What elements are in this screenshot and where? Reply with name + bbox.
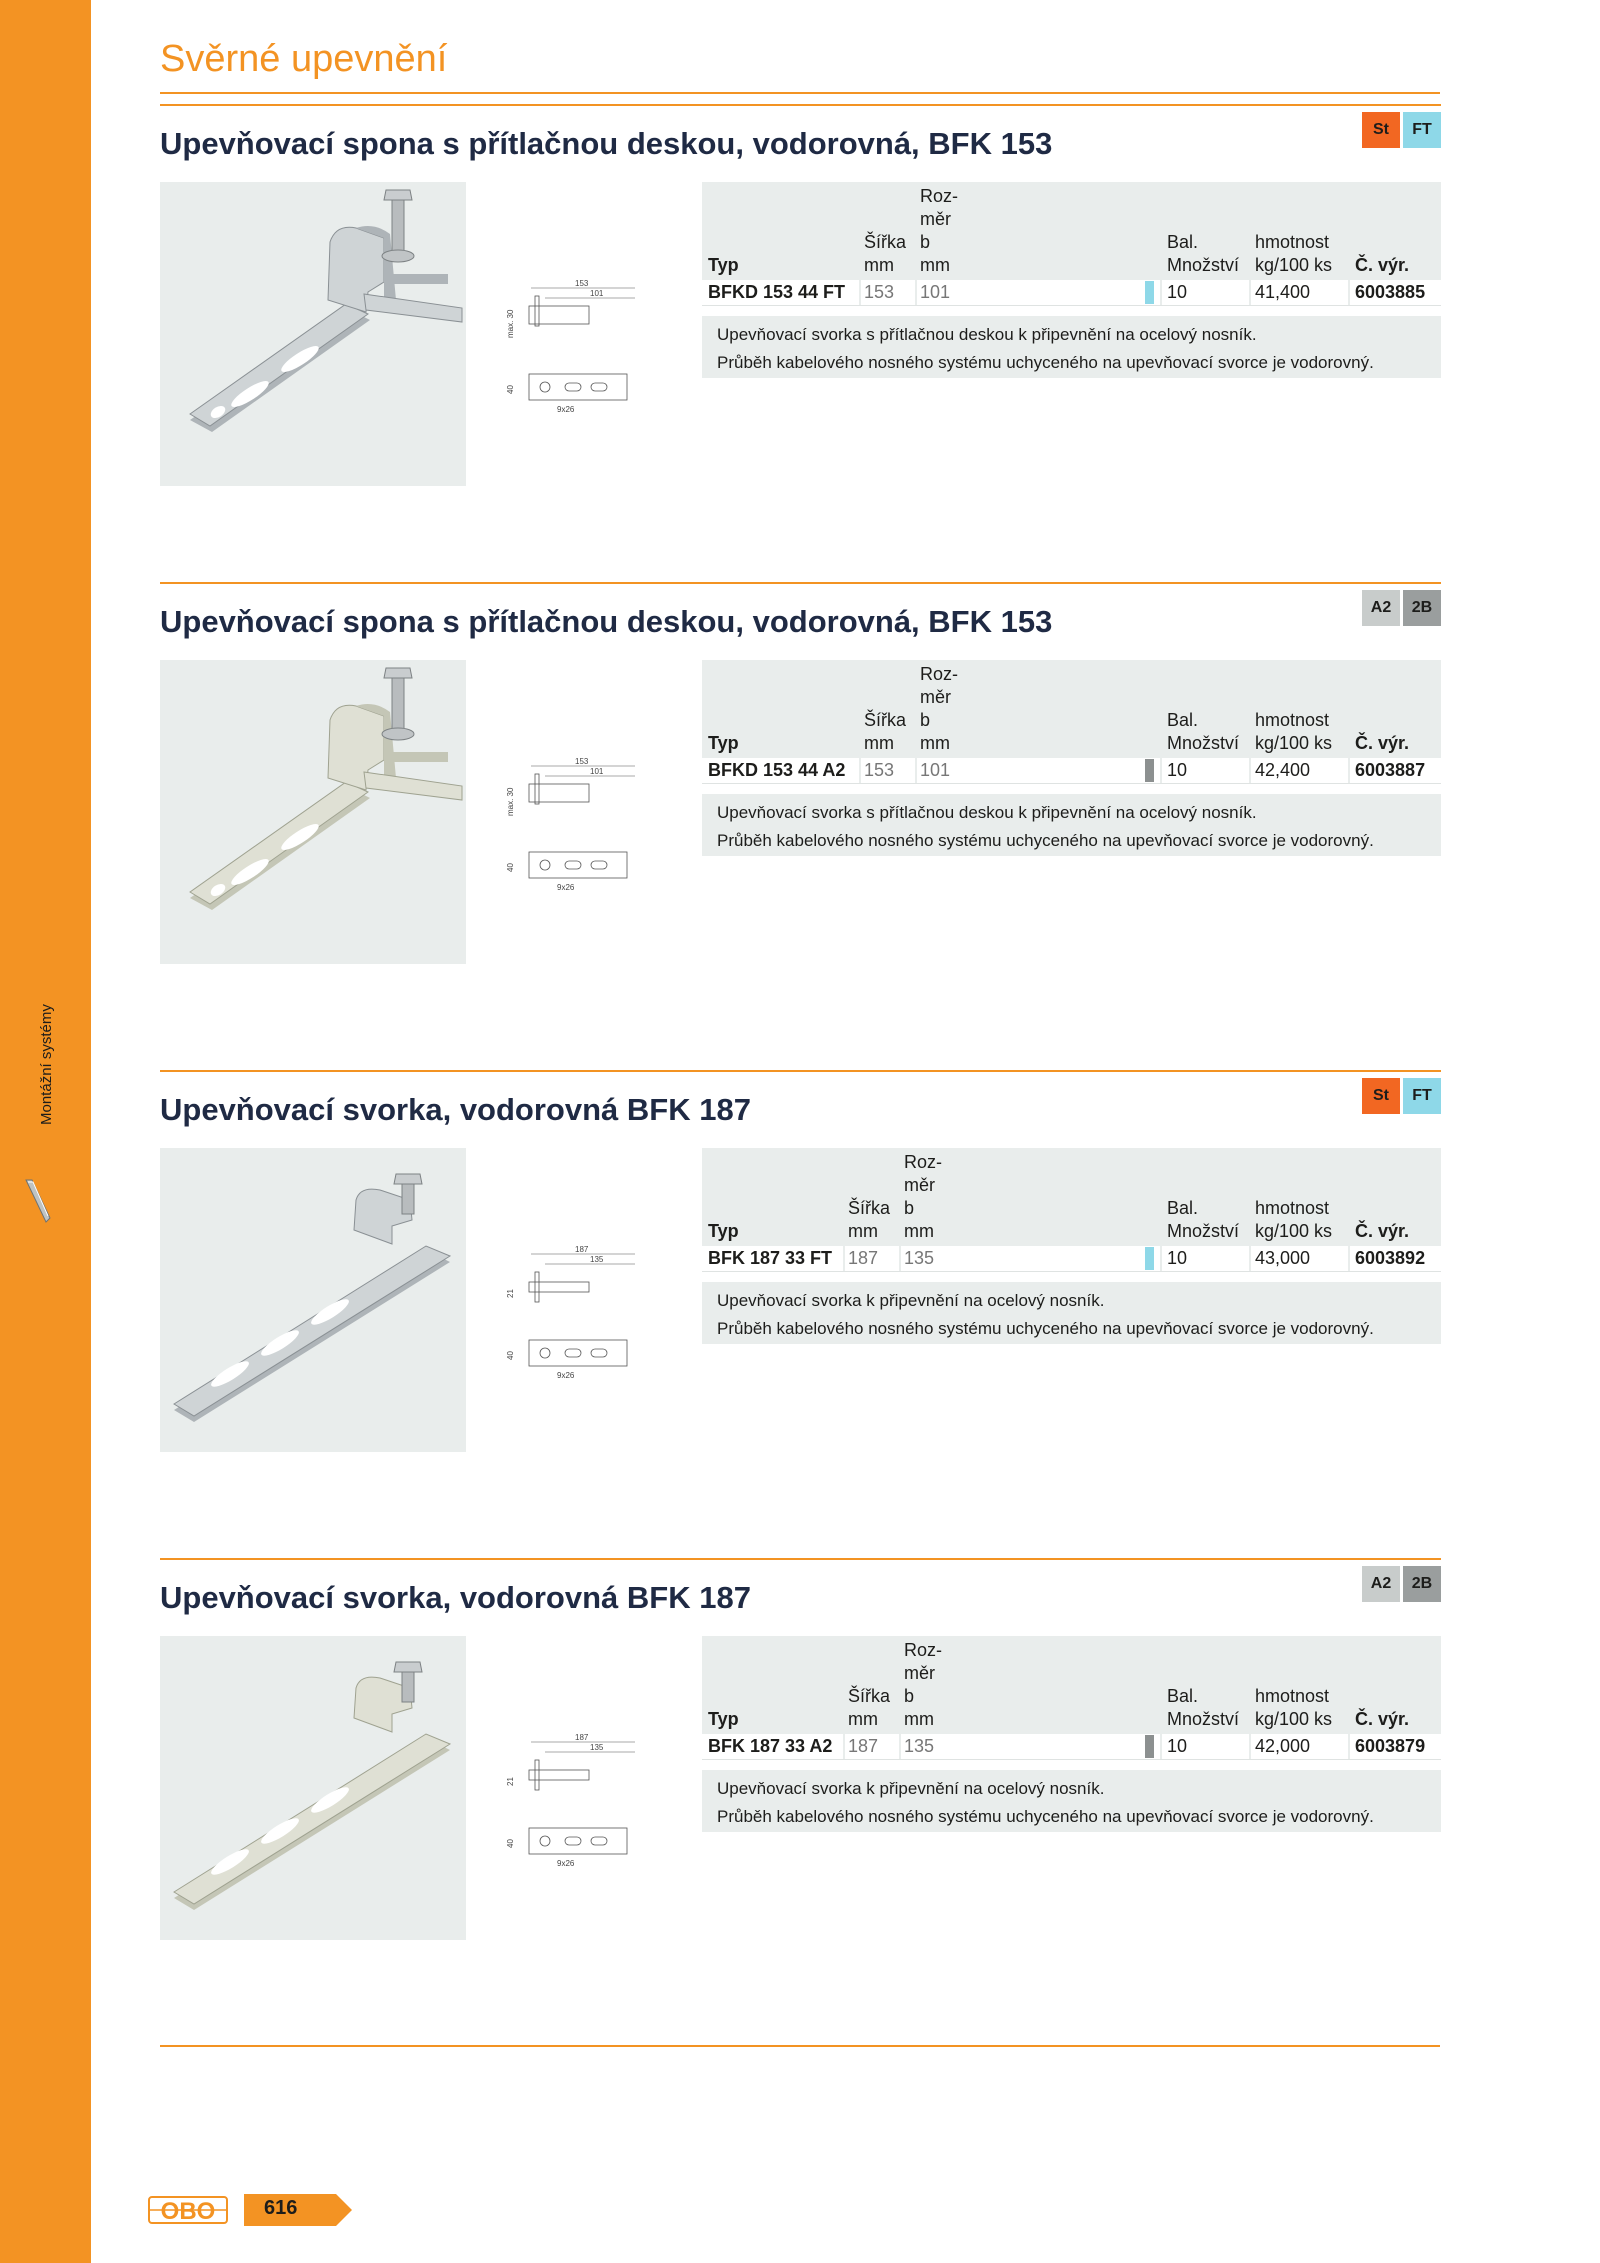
- col-sirka-unit: mm: [848, 1709, 878, 1729]
- technical-drawing: [505, 276, 635, 426]
- cell-hmotnost: 42,000: [1255, 1736, 1311, 1756]
- section-title: Upevňovací svorka, vodorovná BFK 187: [160, 1580, 751, 1615]
- material-badges: [1362, 1566, 1441, 1602]
- spec-table: [702, 1636, 1441, 1760]
- cell-rozmer: 101: [920, 760, 951, 780]
- product-section: [160, 1558, 1441, 1958]
- col-hmotnost: hmotnost: [1255, 710, 1330, 730]
- col-rozmer-3: b: [920, 710, 931, 730]
- col-typ: Typ: [708, 1709, 739, 1729]
- technical-drawing: [505, 754, 635, 904]
- col-rozmer-3: b: [904, 1686, 915, 1706]
- color-marker: [1145, 281, 1154, 304]
- col-hmotnost: hmotnost: [1255, 1686, 1330, 1706]
- cell-rozmer: 135: [904, 1248, 935, 1268]
- product-description: [702, 1282, 1441, 1344]
- dim-width: 187: [575, 1245, 589, 1254]
- color-marker: [1145, 759, 1154, 782]
- technical-drawing: [505, 1242, 635, 1392]
- col-hmotnost-unit: kg/100 ks: [1255, 1709, 1333, 1729]
- col-cvyr: Č. výr.: [1355, 1221, 1410, 1241]
- spec-header: [702, 182, 1441, 280]
- col-rozmer-3: b: [904, 1198, 915, 1218]
- col-sirka-unit: mm: [864, 255, 894, 275]
- col-rozmer-3: b: [920, 232, 931, 252]
- col-cvyr: Č. výr.: [1355, 733, 1410, 753]
- col-rozmer-unit: mm: [904, 1709, 934, 1729]
- product-section: [160, 582, 1441, 982]
- spec-table: [702, 660, 1441, 784]
- cell-cvyr: 6003892: [1355, 1248, 1426, 1268]
- cell-cvyr: 6003879: [1355, 1736, 1426, 1756]
- section-rule: [160, 1558, 1441, 1560]
- dim-depth: 40: [506, 1351, 515, 1360]
- material-badges: [1362, 112, 1441, 148]
- technical-drawing: [505, 1730, 635, 1880]
- cell-rozmer: 101: [920, 282, 951, 302]
- section-rule: [160, 582, 1441, 584]
- page-number-tab: [244, 2194, 354, 2226]
- dim-slot: 9x26: [557, 405, 575, 414]
- col-rozmer-unit: mm: [920, 733, 950, 753]
- col-sirka: Šířka: [848, 1198, 891, 1218]
- dim-height: max. 30: [506, 787, 515, 816]
- dim-width: 187: [575, 1733, 589, 1742]
- col-rozmer-unit: mm: [904, 1221, 934, 1241]
- dim-width: 153: [575, 279, 589, 288]
- col-rozmer-2: měr: [920, 687, 951, 707]
- description-line: Upevňovací svorka s přítlačnou deskou k připevnění na ocelový nosník.: [717, 325, 1257, 344]
- material-badge: FT: [1403, 112, 1441, 148]
- section-rule: [160, 1070, 1441, 1072]
- dim-slot: 9x26: [557, 1859, 575, 1868]
- col-bal-2: Množství: [1167, 1709, 1240, 1729]
- color-marker: [1145, 1247, 1154, 1270]
- material-badge: FT: [1403, 1078, 1441, 1114]
- table-row: [702, 758, 1441, 784]
- product-photo: [160, 1636, 466, 1940]
- col-rozmer: Roz-: [920, 664, 959, 684]
- cell-bal: 10: [1167, 1248, 1188, 1268]
- material-badge: A2: [1362, 590, 1400, 626]
- material-badges: [1362, 1078, 1441, 1114]
- dim-depth: 40: [506, 385, 515, 394]
- dim-height: 21: [506, 1777, 515, 1786]
- dim-depth: 40: [506, 863, 515, 872]
- col-rozmer-2: měr: [904, 1175, 935, 1195]
- page-number: 616: [264, 2197, 298, 2219]
- col-bal-2: Množství: [1167, 255, 1240, 275]
- cell-sirka: 153: [864, 282, 895, 302]
- col-typ: Typ: [708, 733, 739, 753]
- product-description: [702, 316, 1441, 378]
- description-line: Upevňovací svorka k připevnění na ocelový nosník.: [717, 1291, 1105, 1310]
- spec-header: [702, 1636, 1441, 1734]
- col-bal-2: Množství: [1167, 1221, 1240, 1241]
- material-badge: St: [1362, 1078, 1400, 1114]
- product-description: [702, 1770, 1441, 1832]
- dim-inner: 101: [590, 289, 604, 298]
- dim-inner: 135: [590, 1255, 604, 1264]
- spec-table: [702, 182, 1441, 306]
- bottom-rule: [160, 2045, 1440, 2047]
- cell-typ: BFK 187 33 A2: [708, 1736, 833, 1756]
- material-badge: St: [1362, 112, 1400, 148]
- table-row: [702, 1246, 1441, 1272]
- logo-text: OBO: [160, 2198, 216, 2225]
- dim-slot: 9x26: [557, 1371, 575, 1380]
- col-sirka-unit: mm: [864, 733, 894, 753]
- table-row: [702, 280, 1441, 306]
- cell-typ: BFKD 153 44 FT: [708, 282, 846, 302]
- col-sirka: Šířka: [864, 710, 907, 730]
- product-section: [160, 104, 1441, 504]
- cell-hmotnost: 43,000: [1255, 1248, 1311, 1268]
- spec-table: [702, 1148, 1441, 1272]
- dim-height: max. 30: [506, 309, 515, 338]
- spec-header: [702, 660, 1441, 758]
- col-rozmer: Roz-: [904, 1640, 943, 1660]
- dim-depth: 40: [506, 1839, 515, 1848]
- col-sirka: Šířka: [848, 1686, 891, 1706]
- material-badge: 2B: [1403, 590, 1441, 626]
- section-rule: [160, 104, 1441, 106]
- col-rozmer-2: měr: [920, 209, 951, 229]
- cell-typ: BFK 187 33 FT: [708, 1248, 833, 1268]
- table-row: [702, 1734, 1441, 1760]
- section-title: Upevňovací svorka, vodorovná BFK 187: [160, 1092, 751, 1127]
- cell-bal: 10: [1167, 760, 1188, 780]
- description-line: Průběh kabelového nosného systému uchyceného na upevňovací svorce je vodorovný.: [717, 831, 1374, 850]
- col-hmotnost-unit: kg/100 ks: [1255, 255, 1333, 275]
- sidebar: [0, 0, 91, 2263]
- col-bal: Bal.: [1167, 710, 1199, 730]
- cell-sirka: 187: [848, 1736, 879, 1756]
- material-badge: 2B: [1403, 1566, 1441, 1602]
- dim-width: 153: [575, 757, 589, 766]
- side-label: Montážní systémy: [38, 1004, 55, 1125]
- col-cvyr: Č. výr.: [1355, 1709, 1410, 1729]
- dim-inner: 101: [590, 767, 604, 776]
- title-rule: [160, 92, 1440, 94]
- cell-typ: BFKD 153 44 A2: [708, 760, 846, 780]
- col-rozmer: Roz-: [904, 1152, 943, 1172]
- color-marker: [1145, 1735, 1154, 1758]
- cell-sirka: 153: [864, 760, 895, 780]
- product-photo: [160, 1148, 466, 1452]
- col-rozmer-unit: mm: [920, 255, 950, 275]
- obo-logo: [148, 2194, 228, 2226]
- col-sirka: Šířka: [864, 232, 907, 252]
- col-typ: Typ: [708, 255, 739, 275]
- material-badge: A2: [1362, 1566, 1400, 1602]
- product-photo: [160, 660, 466, 964]
- product-photo: [160, 182, 466, 486]
- material-badges: [1362, 590, 1441, 626]
- cell-sirka: 187: [848, 1248, 879, 1268]
- col-rozmer: Roz-: [920, 186, 959, 206]
- clamp-icon: [20, 1176, 54, 1224]
- description-line: Průběh kabelového nosného systému uchyceného na upevňovací svorce je vodorovný.: [717, 1319, 1374, 1338]
- dim-height: 21: [506, 1289, 515, 1298]
- spec-header: [702, 1148, 1441, 1246]
- section-title: Upevňovací spona s přítlačnou deskou, vodorovná, BFK 153: [160, 126, 1053, 161]
- col-hmotnost: hmotnost: [1255, 1198, 1330, 1218]
- cell-rozmer: 135: [904, 1736, 935, 1756]
- dim-inner: 135: [590, 1743, 604, 1752]
- col-hmotnost-unit: kg/100 ks: [1255, 1221, 1333, 1241]
- dim-slot: 9x26: [557, 883, 575, 892]
- product-section: [160, 1070, 1441, 1470]
- col-hmotnost: hmotnost: [1255, 232, 1330, 252]
- cell-hmotnost: 41,400: [1255, 282, 1311, 302]
- cell-bal: 10: [1167, 282, 1188, 302]
- description-line: Upevňovací svorka s přítlačnou deskou k připevnění na ocelový nosník.: [717, 803, 1257, 822]
- cell-cvyr: 6003885: [1355, 282, 1426, 302]
- description-line: Průběh kabelového nosného systému uchyceného na upevňovací svorce je vodorovný.: [717, 353, 1374, 372]
- col-sirka-unit: mm: [848, 1221, 878, 1241]
- col-cvyr: Č. výr.: [1355, 255, 1410, 275]
- col-hmotnost-unit: kg/100 ks: [1255, 733, 1333, 753]
- col-bal: Bal.: [1167, 232, 1199, 252]
- cell-cvyr: 6003887: [1355, 760, 1426, 780]
- col-bal-2: Množství: [1167, 733, 1240, 753]
- cell-hmotnost: 42,400: [1255, 760, 1311, 780]
- col-bal: Bal.: [1167, 1198, 1199, 1218]
- description-line: Upevňovací svorka k připevnění na ocelový nosník.: [717, 1779, 1105, 1798]
- product-description: [702, 794, 1441, 856]
- col-rozmer-2: měr: [904, 1663, 935, 1683]
- section-title: Upevňovací spona s přítlačnou deskou, vodorovná, BFK 153: [160, 604, 1053, 639]
- description-line: Průběh kabelového nosného systému uchyceného na upevňovací svorce je vodorovný.: [717, 1807, 1374, 1826]
- page-title: Svěrné upevnění: [160, 38, 448, 80]
- col-typ: Typ: [708, 1221, 739, 1241]
- cell-bal: 10: [1167, 1736, 1188, 1756]
- col-bal: Bal.: [1167, 1686, 1199, 1706]
